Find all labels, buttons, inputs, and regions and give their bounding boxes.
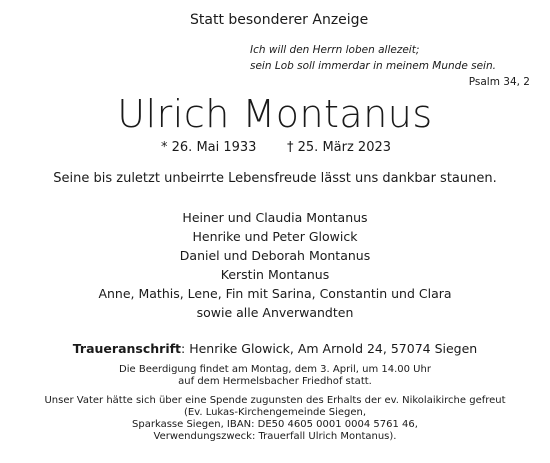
deceased-name: Ulrich Montanus <box>117 92 433 136</box>
funeral-info-line-1: Die Beerdigung findet am Montag, dem 3. April, um 14.00 Uhr <box>119 364 431 375</box>
donation-info-line-4: Verwendungszweck: Trauerfall Ulrich Montanus). <box>153 431 397 442</box>
family-line: sowie alle Anverwandten <box>196 305 354 320</box>
donation-info-line-2: (Ev. Lukas-Kirchengemeinde Siegen, <box>183 407 367 418</box>
family-line: Kerstin Montanus <box>220 267 330 282</box>
quote-line-2: sein Lob soll immerdar in meinem Munde sein. <box>250 60 496 72</box>
notice-heading: Statt besonderer Anzeige <box>190 12 369 28</box>
quote-line-1: Ich will den Herrn loben allezeit; <box>250 44 420 56</box>
address-text: : Henrike Glowick, Am Arnold 24, 57074 Siegen <box>181 341 478 356</box>
donation-info-line-3: Sparkasse Siegen, IBAN: DE50 4605 0001 0004 5761 46, <box>132 419 418 430</box>
mourning-address <box>0 341 550 356</box>
address-label: Traueranschrift <box>72 341 182 356</box>
funeral-info-line-2: auf dem Hermelsbacher Friedhof statt. <box>178 376 372 387</box>
death-date: † 25. März 2023 <box>287 140 392 155</box>
family-line: Anne, Mathis, Lene, Fin mit Sarina, Constantin und Clara <box>98 286 452 301</box>
family-line: Heiner und Claudia Montanus <box>182 210 368 225</box>
motto-text: Seine bis zuletzt unbeirrte Lebensfreude lässt uns dankbar staunen. <box>53 171 497 186</box>
donation-info-line-1: Unser Vater hätte sich über eine Spende zugunsten des Erhalts der ev. Nikolaikirche gefreut <box>44 395 506 406</box>
family-line: Henrike und Peter Glowick <box>192 229 358 244</box>
quote-source: Psalm 34, 2 <box>468 76 530 88</box>
birth-date: * 26. Mai 1933 <box>161 140 257 155</box>
family-line: Daniel und Deborah Montanus <box>179 248 371 263</box>
